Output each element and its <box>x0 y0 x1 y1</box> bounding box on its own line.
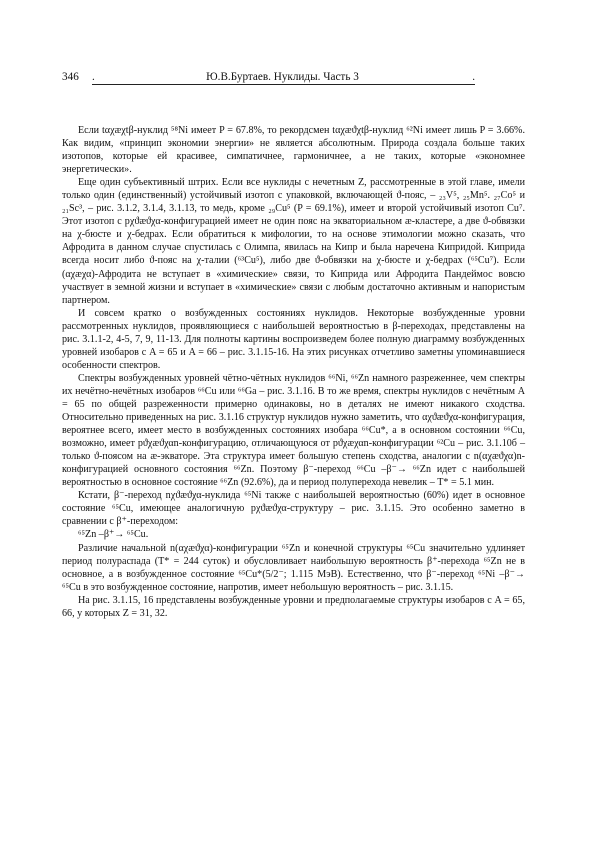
paragraph-2: Еще один субъективный штрих. Если все нуклиды с нечетным Z, рассмотренные в этой главе, имели только один (единственный) устойчивый изотоп с упаковкой, включающей ϑ-пояс, – ₂₃V⁵, ₂₅Mn⁵. ₂₇Co⁵ и ₂₁Sc³, – рис. 3.1.2, 3.1.4, 3.1.13, то медь, кроме ₂₉Cu⁵ (P = 69.1%), имеет и второй устойчивый изотоп Cu⁷. Этот изотоп с pχϑæϑχα-конфигурацией имеет не один пояс на экваториальном æ-кластере, а две ϑ-обвязки на χ-бюсте и χ-бедрах. Если обратиться к мифологии, то на основе этимологии можно сказать, что Афродита в данном случае спустилась с Олимпа, явилась на Кипр и была наречена Кипридой. Киприда всегда носит либо ϑ-пояс на χ-талии (⁶³Cu⁵), либо две ϑ-обвязки на χ-бюсте и χ-бедрах (⁶⁵Cu⁷). Если (αχæχα)-Афродита не вступает в «химические» связи, то Киприда или Афродита Пандеймос вовсю участвует в земной жизни и вступает в «химические» связи с любым достаточно активным и напористым партнером. <box>62 177 525 306</box>
header-dot-left: . <box>92 71 95 83</box>
header-rule <box>92 84 475 85</box>
paragraph-7: На рис. 3.1.15, 16 представлены возбужденные уровни и предполагаемые структуры изобаров с A = 65, 66, у которых Z = 31, 32. <box>62 594 525 619</box>
formula-beta-plus: ⁶⁵Zn –β⁺→ ⁶⁵Cu. <box>78 529 149 541</box>
header-dot-right: . <box>472 71 475 83</box>
paragraph-3: И совсем кратко о возбужденных состояниях нуклидов. Некоторые возбужденные уровни рассмотренных нуклидов, проявляющиеся с наибольшей вероятностью в β-переходах, представлены на рис. 3.1.1-2, 4-5, 7, 9, 11-13. Для полноты картины воспроизведем более полную диаграмму возбужденных уровней изобаров с A = 65 и A = 66 – рис. 3.1.15-16. На этих рисунках отчетливо заметны упоминавшиеся особенности спектров. <box>62 307 525 371</box>
page-number: 346 <box>62 71 79 83</box>
paragraph-4: Спектры возбужденных уровней чётно-чётных нуклидов ⁶⁶Ni, ⁶⁶Zn намного разреженнее, чем спектры их нечётно-нечётных изобаров ⁶⁶Cu или ⁶⁶Ga – рис. 3.1.16. В то же время, спектры нуклидов с нечётным A = 65 по общей разреженности примерно одинаковы, но в деталях не имеют никакого сходства. Относительно приведенных на рис. 3.1.16 структур нуклидов нужно заметить, что αχϑæϑχα-конфигурация, вероятнее всего, имеет место в возбужденных состояниях изобара ⁶⁶Cu*, а в основном состоянии ⁶⁶Cu, возможно, имеет pϑχæϑχαn-конфигурацию, отличающуюся от pϑχæχαn-конфигурации ⁶²Cu – рис. 3.1.10б – только ϑ-поясом на æ-экваторе. Эта структура имеет большую степень сходства, аналогии с n(αχæϑχα)n-конфигурацией основного состояния ⁶⁶Zn. Поэтому β⁻-переход ⁶⁶Cu –β⁻→ ⁶⁶Zn идет с наибольшей вероятностью в основное состояние ⁶⁶Zn (92.6%), да и период полуперехода невелик – T* = 5.1 мин. <box>62 372 525 489</box>
body-text <box>62 124 525 620</box>
running-title: Ю.В.Буртаев. Нуклиды. Часть 3 <box>206 71 359 83</box>
paragraph-5: Кстати, β⁻-переход nχϑæϑχα-нуклида ⁶⁵Ni также с наибольшей вероятностью (60%) идет в основное состояние ⁶⁵Cu, имеющее аналогичную pχϑæϑχα-структуру – рис. 3.1.15. Это особенно заметно в сравнении с β⁺-переходом: <box>62 490 525 528</box>
paragraph-1: Если tαχæχtβ-нуклид ⁵⁸Ni имеет P = 67.8%, то рекордсмен tαχæϑχtβ-нуклид ⁶²Ni имеет лишь P = 3.66%. Как видим, «принцип экономии энергии» не является абсолютным. Природа создала больше таких изотопов, которые ей красивее, симпатичнее, гармоничнее, а не таких, которые «экономнее энергетически». <box>62 125 525 176</box>
paragraph-6: Различие начальной n(αχæϑχα)-конфигурации ⁶⁵Zn и конечной структуры ⁶⁵Cu значительно удлиняет период полураспада (T* = 244 суток) и обусловливает наибольшую вероятность β⁺-перехода ⁶⁵Zn не в основное, а в возбужденное состояние ⁶⁵Cu*(5/2⁻; 1.115 МэВ). Естественно, что β⁻-переход ⁶⁵Ni –β⁻→ ⁶⁵Cu в это возбужденное состояние, напротив, имеет небольшую вероятность – рис. 3.1.15. <box>62 542 525 593</box>
page-header <box>62 70 475 86</box>
